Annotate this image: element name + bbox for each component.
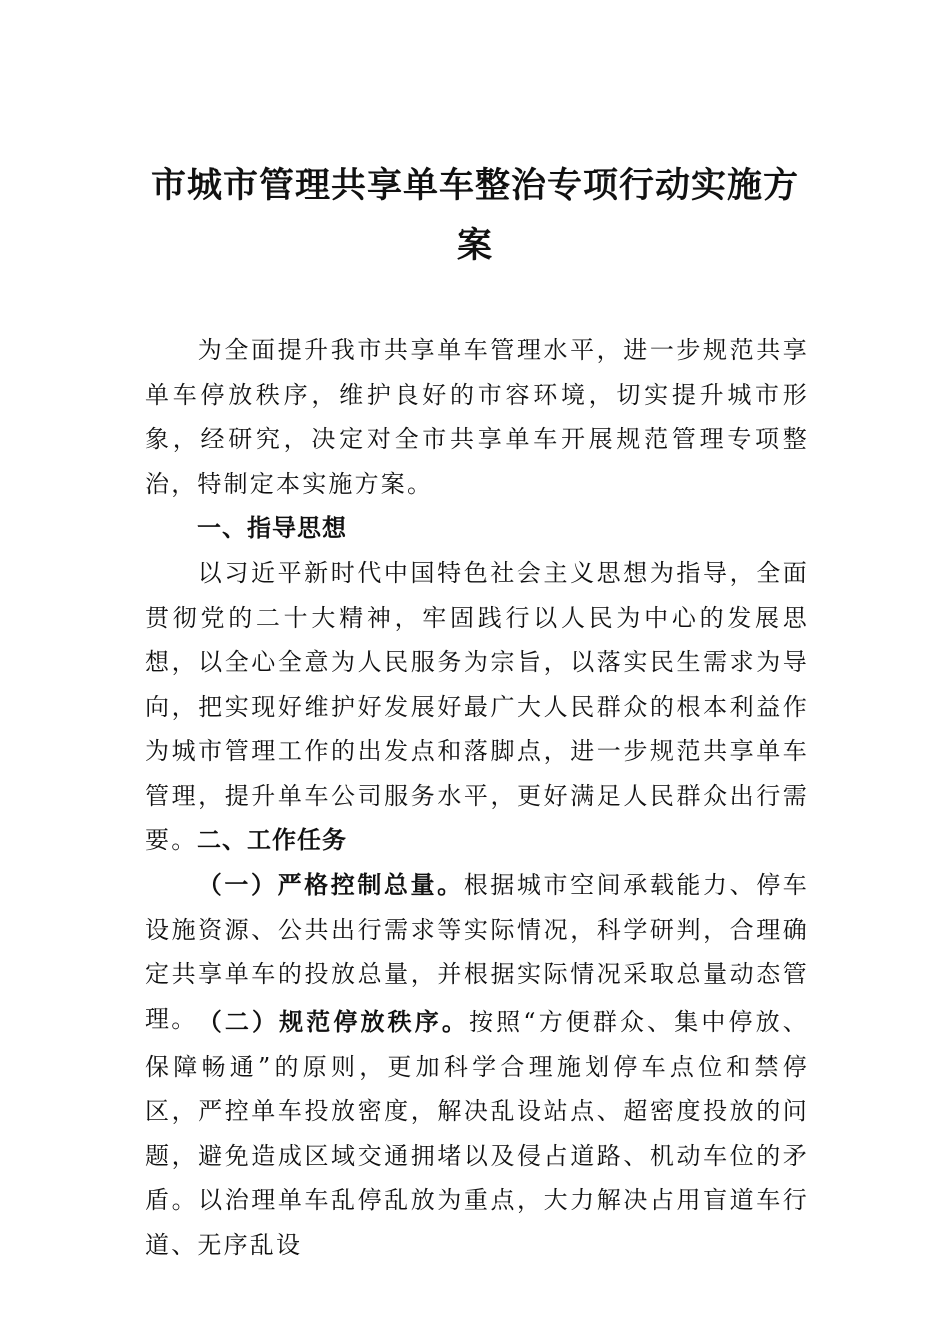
task-2-paragraph	[145, 1000, 809, 1267]
task-2-body: 按照“方便群众、集中停放、保障畅通”的原则，更加科学合理施划停车点位和禁停区，严控单车投放密度，解决乱设站点、超密度投放的问题，避免造成区域交通拥堵以及侵占道路、机动车位的矛盾。以治理单车乱停乱放为重点，大力解决占用盲道车行道、无序乱设	[145, 1008, 810, 1259]
task-1-body: 根据城市空间承载能力、停车设施资源、公共出行需求等实际情况，科学研判，合理确定共享单车的投放总量，并根据实际情况采取总量动态管理。	[145, 871, 809, 1033]
section-1-paragraph: 以习近平新时代中国特色社会主义思想为指导，全面贯彻党的二十大精神，牢固践行以人民为中心的发展思想，以全心全意为人民服务为宗旨，以落实民生需求为导向，把实现好维护好发展好最广大人民群众的根本利益作为城市管理工作的出发点和落脚点，进一步规范共享单车管理，提升单车公司服务水平，更好满足人民群众出行需要。	[145, 559, 809, 854]
document-title: 市城市管理共享单车整治专项行动实施方案	[150, 165, 799, 266]
section-1-heading: 一、指导思想	[197, 514, 347, 542]
task-2-lead: （二）规范停放秩序。	[197, 1007, 470, 1036]
intro-paragraph: 为全面提升我市共享单车管理水平，进一步规范共享单车停放秩序，维护良好的市容环境，切实提升城市形象，经研究，决定对全市共享单车开展规范管理专项整治，特制定本实施方案。	[145, 336, 809, 498]
section-2-heading: 二、工作任务	[197, 826, 347, 854]
task-1-lead: （一）严格控制总量。	[197, 870, 464, 899]
